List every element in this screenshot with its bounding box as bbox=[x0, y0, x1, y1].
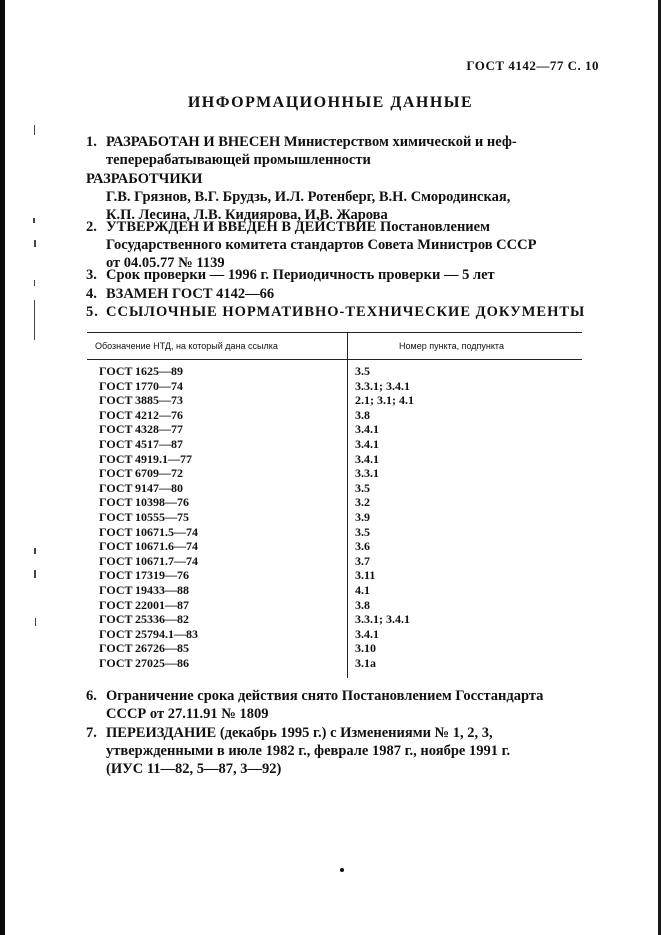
gost-number: 4517—87 bbox=[135, 436, 183, 451]
gost-number: 10398—76 bbox=[135, 495, 189, 510]
section-5-number: 5. bbox=[86, 304, 99, 320]
gost-prefix: ГОСТ bbox=[99, 407, 133, 422]
table-row-document bbox=[99, 379, 198, 394]
page-title: ИНФОРМАЦИОННЫЕ ДАННЫЕ bbox=[187, 94, 474, 111]
scan-speck bbox=[34, 240, 36, 247]
table-row-document bbox=[99, 437, 198, 452]
section-5-text: ССЫЛОЧНЫЕ НОРМАТИВНО-ТЕХНИЧЕСКИЕ ДОКУМЕНТЫ bbox=[106, 304, 586, 320]
table-row-clause: 3.7 bbox=[355, 553, 370, 568]
table-row-clause: 3.4.1 bbox=[355, 422, 379, 437]
scan-speck bbox=[35, 618, 36, 626]
gost-prefix: ГОСТ bbox=[99, 641, 133, 656]
page-header: ГОСТ 4142—77 С. 10 bbox=[466, 58, 599, 73]
gost-number: 1625—89 bbox=[135, 364, 183, 378]
scan-speck bbox=[34, 548, 36, 554]
gost-prefix: ГОСТ bbox=[99, 597, 133, 612]
developers-line-2: К.П. Лесина, Л.В. Кидиярова, И.В. Жарова bbox=[106, 207, 388, 223]
table-column-documents bbox=[99, 364, 198, 670]
table-row-clause: 3.11 bbox=[355, 568, 376, 583]
table-row-document bbox=[99, 627, 198, 642]
table-row-document bbox=[99, 656, 198, 671]
gost-prefix: ГОСТ bbox=[99, 582, 133, 597]
section-2-number: 2. bbox=[86, 219, 97, 235]
section-3 bbox=[86, 266, 495, 284]
scan-speck bbox=[34, 280, 35, 286]
gost-number: 27025—86 bbox=[135, 655, 189, 670]
gost-number: 25336—82 bbox=[135, 612, 189, 627]
table-row-clause: 3.10 bbox=[355, 641, 376, 656]
table-header-document: Обозначение НТД, на который дана ссылка bbox=[95, 341, 278, 351]
section-2-line-1: УТВЕРЖДЕН И ВВЕДЕН В ДЕЙСТВИЕ Постановлением bbox=[106, 219, 490, 235]
developers-block bbox=[86, 170, 510, 224]
page-dot-mark bbox=[340, 868, 344, 872]
table-row-clause: 3.4.1 bbox=[355, 626, 379, 641]
table-row-document bbox=[99, 466, 198, 481]
table-row-document bbox=[99, 393, 198, 408]
table-row-clause: 3.8 bbox=[355, 597, 370, 612]
gost-number: 19433—88 bbox=[135, 582, 189, 597]
section-7-number: 7. bbox=[86, 725, 97, 741]
section-6-number: 6. bbox=[86, 688, 97, 704]
table-column-clauses bbox=[355, 364, 414, 670]
table-row-clause: 3.5 bbox=[355, 480, 370, 495]
reference-documents-table bbox=[87, 332, 582, 678]
gost-prefix: ГОСТ bbox=[99, 466, 133, 481]
table-row-clause: 3.3.1; 3.4.1 bbox=[355, 612, 410, 627]
gost-prefix: ГОСТ bbox=[99, 655, 133, 670]
section-4-number: 4. bbox=[86, 286, 97, 302]
section-7 bbox=[86, 724, 510, 778]
gost-number: 10671.5—74 bbox=[135, 524, 198, 539]
section-1-number: 1. bbox=[86, 134, 97, 150]
table-row-clause: 3.8 bbox=[355, 407, 370, 422]
gost-prefix: ГОСТ bbox=[99, 524, 133, 539]
table-row-document bbox=[99, 364, 198, 379]
table-row-clause: 3.1а bbox=[355, 655, 376, 670]
table-row-clause: 3.5 bbox=[355, 524, 370, 539]
section-4-text: ВЗАМЕН ГОСТ 4142—66 bbox=[106, 286, 275, 302]
gost-prefix: ГОСТ bbox=[99, 480, 133, 495]
gost-number: 17319—76 bbox=[135, 568, 189, 583]
gost-number: 6709—72 bbox=[135, 466, 183, 481]
table-row-clause: 3.9 bbox=[355, 509, 370, 524]
table-row-clause: 3.5 bbox=[355, 364, 370, 378]
scan-speck bbox=[34, 125, 35, 135]
table-column-divider bbox=[347, 333, 348, 678]
section-6 bbox=[86, 687, 543, 723]
developers-line-1: Г.В. Грязнов, В.Г. Брудзь, И.Л. Ротенберг, В.Н. Смородинская, bbox=[106, 189, 511, 205]
section-2-line-2: Государственного комитета стандартов Совета Министров СССР bbox=[106, 237, 537, 253]
developers-heading: РАЗРАБОТЧИКИ bbox=[86, 171, 203, 187]
gost-number: 10671.6—74 bbox=[135, 539, 198, 554]
gost-number: 26726—85 bbox=[135, 641, 189, 656]
gost-number: 22001—87 bbox=[135, 597, 189, 612]
section-1 bbox=[86, 133, 517, 169]
section-7-line-3: (ИУС 11—82, 5—87, 3—92) bbox=[106, 761, 282, 777]
table-row-clause: 3.6 bbox=[355, 539, 370, 554]
gost-prefix: ГОСТ bbox=[99, 553, 133, 568]
gost-number: 1770—74 bbox=[135, 378, 183, 393]
table-row-clause: 2.1; 3.1; 4.1 bbox=[355, 393, 414, 408]
gost-prefix: ГОСТ bbox=[99, 509, 133, 524]
gost-number: 4919.1—77 bbox=[135, 451, 192, 466]
table-row-clause: 3.4.1 bbox=[355, 436, 379, 451]
gost-prefix: ГОСТ bbox=[99, 568, 133, 583]
gost-prefix: ГОСТ bbox=[99, 539, 133, 554]
table-row-clause: 3.3.1; 3.4.1 bbox=[355, 378, 410, 393]
table-row-document bbox=[99, 525, 198, 540]
section-1-line-1: РАЗРАБОТАН И ВНЕСЕН Министерством химической и неф- bbox=[106, 134, 517, 150]
table-row-document bbox=[99, 408, 198, 423]
gost-prefix: ГОСТ bbox=[99, 378, 133, 393]
gost-prefix: ГОСТ bbox=[99, 364, 133, 378]
section-3-text: Срок проверки — 1996 г. Периодичность проверки — 5 лет bbox=[106, 267, 495, 283]
section-2 bbox=[86, 218, 536, 272]
section-6-line-2: СССР от 27.11.91 № 1809 bbox=[106, 706, 269, 722]
table-row-document bbox=[99, 598, 198, 613]
table-row-document bbox=[99, 422, 198, 437]
gost-prefix: ГОСТ bbox=[99, 626, 133, 641]
gost-number: 9147—80 bbox=[135, 480, 183, 495]
gost-number: 10671.7—74 bbox=[135, 553, 198, 568]
scan-speck bbox=[34, 570, 36, 578]
section-2-line-3: от 04.05.77 № 1139 bbox=[106, 255, 225, 271]
gost-prefix: ГОСТ bbox=[99, 451, 133, 466]
table-row-document bbox=[99, 495, 198, 510]
scan-left-edge bbox=[0, 0, 5, 935]
section-1-line-2: теперерабатывающей промышленности bbox=[106, 152, 371, 168]
table-row-clause: 4.1 bbox=[355, 582, 370, 597]
section-6-line-1: Ограничение срока действия снято Постановлением Госстандарта bbox=[106, 688, 544, 704]
section-7-line-2: утвержденными в июле 1982 г., феврале 1987 г., ноябре 1991 г. bbox=[106, 743, 511, 759]
gost-number: 10555—75 bbox=[135, 509, 189, 524]
scan-speck bbox=[33, 218, 35, 223]
scan-speck bbox=[34, 300, 35, 340]
table-row-document bbox=[99, 452, 198, 467]
table-row-clause: 3.2 bbox=[355, 495, 370, 510]
table-row-document bbox=[99, 583, 198, 598]
table-row-document bbox=[99, 481, 198, 496]
table-row-clause: 3.3.1 bbox=[355, 466, 379, 481]
gost-number: 4328—77 bbox=[135, 422, 183, 437]
gost-prefix: ГОСТ bbox=[99, 422, 133, 437]
table-header bbox=[87, 333, 582, 360]
table-row-document bbox=[99, 641, 198, 656]
section-4 bbox=[86, 285, 274, 303]
table-row-document bbox=[99, 554, 198, 569]
table-row-clause: 3.4.1 bbox=[355, 451, 379, 466]
gost-number: 3885—73 bbox=[135, 393, 183, 408]
gost-number: 25794.1—83 bbox=[135, 626, 198, 641]
table-row-document bbox=[99, 612, 198, 627]
table-header-clause: Номер пункта, подпункта bbox=[399, 341, 504, 351]
section-3-number: 3. bbox=[86, 267, 97, 283]
gost-prefix: ГОСТ bbox=[99, 393, 133, 408]
section-7-line-1: ПЕРЕИЗДАНИЕ (декабрь 1995 г.) с Изменениями № 1, 2, 3, bbox=[106, 725, 493, 741]
gost-prefix: ГОСТ bbox=[99, 495, 133, 510]
table-row-document bbox=[99, 510, 198, 525]
table-row-document bbox=[99, 539, 198, 554]
section-5 bbox=[86, 303, 585, 321]
gost-prefix: ГОСТ bbox=[99, 612, 133, 627]
gost-number: 4212—76 bbox=[135, 407, 183, 422]
table-row-document bbox=[99, 568, 198, 583]
gost-prefix: ГОСТ bbox=[99, 436, 133, 451]
